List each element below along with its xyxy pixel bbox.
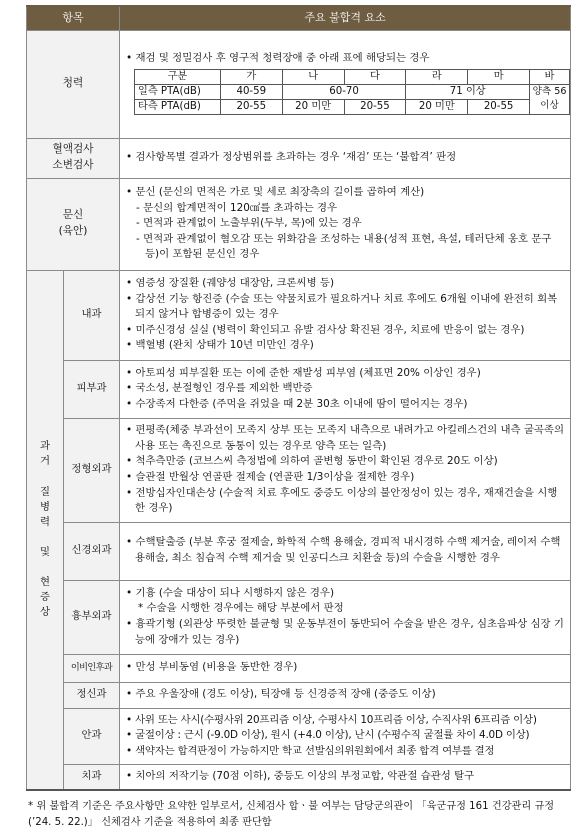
pta-row-one-side	[135, 84, 570, 99]
chest-note-1: * 수술을 시행한 경우에는 해당 부분에서 판정	[138, 602, 344, 615]
header-item: 항목	[27, 6, 120, 30]
pta-h-ma: 마	[468, 69, 530, 84]
internal-item-4: • 백혈병 (완치 상태가 10년 미만인 경우)	[126, 339, 314, 352]
ortho-item-2: • 척추측만증 (코브스씨 측정법에 의하여 골변형 동반이 확인된 경우로 20도 이상)	[126, 455, 498, 468]
chest-item-1: • 기흉 (수술 대상이 되나 시행하지 않은 경우)	[126, 586, 335, 599]
tattoo-item-3: - 면적과 관계없이 혐오감 또는 위화감을 조성하는 내용(성적 표현, 욕설, 테러단체 옹호 문구 등)이 포함된 문신인 경우	[136, 232, 552, 261]
label-blood-urine	[27, 138, 120, 178]
row-blood-urine	[27, 138, 571, 178]
label-derm: 피부과	[64, 360, 120, 418]
pta-r2-label: 타측 PTA(dB)	[135, 99, 221, 114]
derm-item-3: • 수장족저 다한증 (주먹을 쥐었을 때 2분 30초 이내에 땀이 떨어지는 경우)	[126, 397, 468, 410]
footnote: * 위 불합격 기준은 주요사항만 요약한 일부로서, 신체검사 합ㆍ불 여부는 담당군의관이 「육군규정 161 건강관리 규정 (’24. 5. 22.)」 신체검사 기준을 적용하여 최종 판단함	[28, 801, 555, 828]
hearing-pta-table	[134, 69, 570, 115]
pta-ba-value: 양측 56 이상	[530, 84, 570, 114]
pta-r2-da: 20-55	[344, 99, 406, 114]
label-tattoo-sub: (육안)	[58, 225, 88, 237]
pta-r2-ga: 20-55	[220, 99, 282, 114]
eye-item-3: • 색약자는 합격판정이 가능하지만 학교 선발심의위원회에서 최종 합격 여부를 결정	[126, 744, 495, 757]
neuro-item-1: • 수핵탈출증 (부분 후궁 절제술, 화학적 수핵 용해술, 경피적 내시경하 수핵 제거술, 레이저 수핵 용해술, 최소 침습적 수핵 제거술 및 인공디스크 치환술 등)의 수술을 시행한 경우	[126, 536, 561, 564]
tattoo-intro: • 문신 (문신의 면적은 가로 및 세로 최장축의 길이를 곱하여 계산)	[126, 185, 425, 198]
label-ortho: 정형외과	[64, 418, 120, 522]
internal-criteria	[120, 270, 571, 360]
label-urine: 소변검사	[52, 159, 94, 171]
tattoo-criteria	[120, 178, 571, 270]
label-hearing: 청력	[27, 30, 120, 138]
pta-h-ra: 라	[406, 69, 468, 84]
pta-h-da: 다	[344, 69, 406, 84]
row-hearing	[27, 30, 571, 138]
internal-item-2: • 갑상선 기능 항진증 (수술 또는 약물치료가 필요하거나 치료 후에도 6개월 이내에 완전히 회복되지 않거나 합병증이 있는 경우	[126, 292, 558, 321]
derm-item-1: • 아토피성 피부질환 또는 이에 준한 재발성 피부염 (체표면 20% 이상인 경우)	[126, 366, 481, 379]
tattoo-item-2: - 면적과 관계없이 노출부위(두부, 목)에 있는 경우	[136, 217, 362, 230]
ortho-item-1: • 편평족(체중 부과선이 모족지 상부 또는 모족지 내측으로 내려가고 아킬레스건의 내측 굴곡족의 사용 또는 촉진으로 동통이 있는 경우로 양측 또는 일측)	[126, 424, 565, 452]
psych-criteria	[120, 682, 571, 708]
derm-criteria	[120, 360, 571, 418]
label-tattoo-main: 문신	[62, 209, 84, 222]
label-ent: 이비인후과	[64, 654, 120, 682]
pta-r2-ra: 20 미만	[406, 99, 468, 114]
hearing-intro: • 재검 및 정밀검사 후 영구적 청력장애 중 아래 표에 해당되는 경우	[126, 52, 430, 65]
row-psych	[27, 682, 571, 708]
neuro-criteria	[120, 522, 571, 580]
history-vertical-label: 과 거 질 병 력 및 현 증 상	[39, 440, 51, 619]
pta-r1-ga: 40-59	[220, 84, 282, 99]
ent-criteria	[120, 654, 571, 682]
hearing-criteria	[120, 30, 571, 138]
ent-item-1: • 만성 부비동염 (비용을 동반한 경우)	[126, 661, 298, 674]
dental-item-1: • 치아의 저작기능 (70점 이하), 중등도 이상의 부정교합, 악관절 습관성 탈구	[126, 769, 475, 782]
label-chest: 흉부외과	[64, 580, 120, 654]
row-ortho	[27, 418, 571, 522]
dental-criteria	[120, 764, 571, 790]
pta-h-na: 나	[282, 69, 344, 84]
internal-item-1: • 염증성 장질환 (궤양성 대장암, 크론씨병 등)	[126, 276, 335, 289]
tattoo-item-1: - 문신의 합계면적이 120㎠를 초과하는 경우	[136, 201, 338, 214]
pta-r1-rama: 71 이상	[406, 84, 530, 99]
blood-urine-text: 검사항목별 결과가 정상범위를 초과하는 경우 ‘재검’ 또는 ‘불합격’ 판정	[135, 151, 457, 164]
pta-row-other-side	[135, 99, 570, 114]
row-chest	[27, 580, 571, 654]
ortho-criteria	[120, 418, 571, 522]
eye-item-1: • 사위 또는 사시(수평사위 20프리즘 이상, 수평사시 10프리즘 이상, 수직사위 6프리즘 이상)	[126, 713, 537, 726]
label-history	[27, 270, 64, 790]
eye-item-2: • 굴절이상 : 근시 (-9.0D 이상), 원시 (+4.0 이상), 난시 (수평수직 굴절률 차이 4.0D 이상)	[126, 729, 530, 742]
chest-criteria	[120, 580, 571, 654]
label-internal: 내과	[64, 270, 120, 360]
row-neuro	[27, 522, 571, 580]
psych-item-1: • 주요 우울장애 (경도 이상), 틱장애 등 신경증적 장애 (중증도 이상)	[126, 688, 436, 701]
derm-item-2: • 국소성, 분절형인 경우를 제외한 백반증	[126, 382, 313, 395]
ortho-item-3: • 슬관절 반월상 연골판 절제술 (연골판 1/3이상을 절제한 경우)	[126, 471, 415, 483]
chest-item-2: • 흉곽기형 (외관상 뚜렷한 불균형 및 운동부전이 동반되어 수술을 받은 경우, 심초음파상 심장 기능에 장애가 있는 경우)	[126, 618, 564, 646]
criteria-document	[26, 5, 570, 831]
pta-r2-na: 20 미만	[282, 99, 344, 114]
internal-item-3: • 미주신경성 실실 (병력이 확인되고 유발 검사상 확진된 경우, 치료에 반응이 없는 경우)	[126, 323, 525, 336]
label-psych: 정신과	[64, 682, 120, 708]
row-internal	[27, 270, 571, 360]
pta-header-row	[135, 69, 570, 84]
label-eye: 안과	[64, 708, 120, 764]
label-neuro: 신경외과	[64, 522, 120, 580]
label-dental: 치과	[64, 764, 120, 790]
pta-r2-ma: 20-55	[468, 99, 530, 114]
blood-urine-criteria: • 검사항목별 결과가 정상범위를 초과하는 경우 ‘재검’ 또는 ‘불합격’ 판정	[120, 138, 571, 178]
row-dental	[27, 764, 571, 790]
pta-r1-label: 일측 PTA(dB)	[135, 84, 221, 99]
label-blood: 혈액검사	[52, 143, 94, 156]
row-tattoo	[27, 178, 571, 270]
pta-h-gubun: 구분	[135, 69, 221, 84]
disqualification-table	[26, 5, 571, 791]
row-eye	[27, 708, 571, 764]
row-ent	[27, 654, 571, 682]
pta-r1-nada: 60-70	[282, 84, 406, 99]
pta-h-ba: 바	[530, 69, 570, 84]
label-tattoo	[27, 178, 120, 270]
pta-h-ga: 가	[220, 69, 282, 84]
header-criteria: 주요 불합격 요소	[120, 6, 571, 30]
row-derm	[27, 360, 571, 418]
ortho-item-4: • 전방십자인대손상 (수술적 치료 후에도 중증도 이상의 불안정성이 있는 경우, 재재건술을 시행한 경우)	[126, 486, 558, 515]
eye-criteria	[120, 708, 571, 764]
table-header-row	[27, 6, 571, 30]
